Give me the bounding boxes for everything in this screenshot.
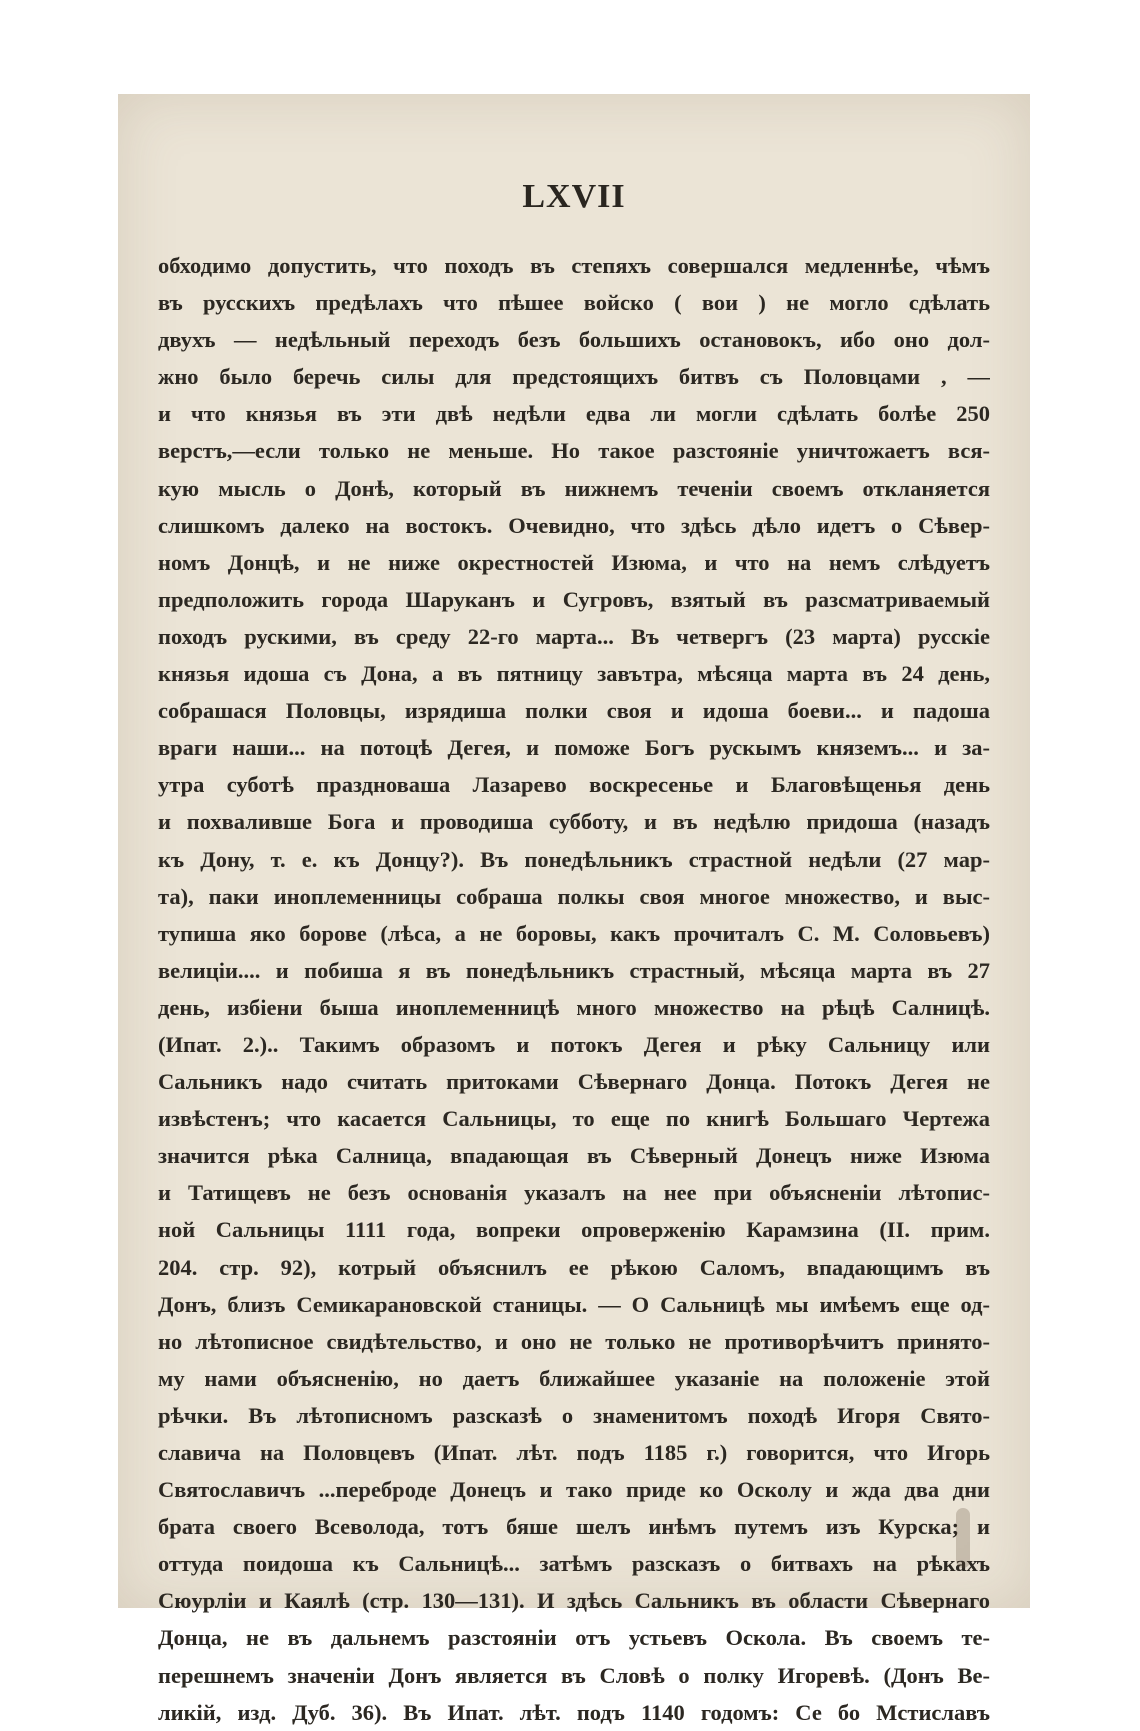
text-line: брата своего Всеволода, тотъ бяше шелъ инѣмъ путемъ изъ Курска; и	[158, 1514, 990, 1540]
text-line: перешнемъ значеніи Донъ является въ Словѣ о полку Игоревѣ. (Донъ Ве-	[158, 1662, 990, 1688]
text-line: кую мысль о Донѣ, который въ нижнемъ теченіи своемъ откланяется	[158, 475, 990, 501]
text-line: извѣстенъ; что касается Сальницы, то еще по книгѣ Большаго Чертежа	[158, 1106, 990, 1132]
text-line: номъ Донцѣ, и не ниже окрестностей Изюма, и что на немъ слѣдуетъ	[158, 549, 990, 575]
text-line: слишкомъ далеко на востокъ. Очевидно, что здѣсь дѣло идетъ о Сѣвер-	[158, 512, 990, 538]
text-line: двухъ — недѣльный переходъ безъ большихъ остановокъ, ибо оно дол-	[158, 327, 990, 353]
text-line: утра суботѣ праздноваша Лазарево воскресенье и Благовѣщенья день	[158, 772, 990, 798]
text-line: походъ рускими, въ среду 22-го марта... Въ четвергъ (23 марта) русскіе	[158, 623, 990, 649]
text-line: и похваливше Бога и проводиша субботу, и въ недѣлю придоша (назадъ	[158, 809, 990, 835]
text-line: Донъ, близъ Семикарановской станицы. — О Сальницѣ мы имѣемъ еще од-	[158, 1291, 990, 1317]
page-number: LXVII	[522, 178, 626, 215]
text-line: въ русскихъ предѣлахъ что пѣшее войско ( вои ) не могло сдѣлать	[158, 290, 990, 316]
text-line: день, избіени быша иноплеменницѣ много множество на рѣцѣ Салницѣ.	[158, 994, 990, 1020]
text-line: Сюурліи и Каялѣ (стр. 130—131). И здѣсь Сальникъ въ области Сѣвернаго	[158, 1588, 990, 1614]
text-line: оттуда поидоша къ Сальницѣ... затѣмъ разсказъ о битвахъ на рѣкахъ	[158, 1551, 990, 1577]
text-line: обходимо допустить, что походъ въ степяхъ совершался медленнѣе, чѣмъ	[158, 253, 990, 278]
page-scan	[118, 94, 1030, 1725]
text-line: князья идоша съ Дона, а въ пятницу завътра, мѣсяца марта въ 24 день,	[158, 661, 990, 687]
text-line: Донца, не въ дальнемъ разстояніи отъ устьевъ Оскола. Въ своемъ те-	[158, 1625, 990, 1651]
text-line: значится рѣка Салница, впадающая въ Сѣверный Донецъ ниже Изюма	[158, 1143, 990, 1169]
text-line: Сальникъ надо считать притоками Сѣвернаго Донца. Потокъ Дегея не	[158, 1069, 990, 1095]
text-line: (Ипат. 2.).. Такимъ образомъ и потокъ Дегея и рѣку Сальницу или	[158, 1031, 990, 1057]
text-line: му нами объясненію, но даетъ ближайшее указаніе на положеніе этой	[158, 1365, 990, 1391]
text-line: ной Сальницы 1111 года, вопреки опроверженію Карамзина (II. прим.	[158, 1217, 990, 1243]
text-line: рѣчки. Въ лѣтописномъ разсказѣ о знаменитомъ походѣ Игоря Свято-	[158, 1402, 990, 1428]
text-line: и что князья въ эти двѣ недѣли едва ли могли сдѣлать болѣе 250	[158, 401, 990, 427]
text-line: 204. стр. 92), котрый объяснилъ ее рѣкою Саломъ, впадающимъ въ	[158, 1254, 990, 1280]
text-line: жно было беречь силы для предстоящихъ битвъ съ Половцами , —	[158, 364, 990, 390]
text-line: собрашася Половцы, изрядиша полки своя и идоша боеви... и падоша	[158, 698, 990, 724]
scan-smudge	[956, 1508, 970, 1568]
text-line: ликій, изд. Дуб. 36). Въ Ипат. лѣт. подъ 1140 годомъ: Се бо Мстиславъ	[158, 1699, 990, 1725]
text-line: тупиша яко борове (лѣса, а не боровы, какъ прочиталъ С. М. Соловьевъ)	[158, 920, 990, 946]
text-line: верстъ,—если только не меньше. Но такое разстояніе уничтожаетъ вся-	[158, 438, 990, 464]
text-line: предположить города Шаруканъ и Сугровъ, взятый въ разсматриваемый	[158, 586, 990, 612]
text-line: и Татищевъ не безъ основанія указалъ на нее при объясненіи лѣтопис-	[158, 1180, 990, 1206]
text-line: Святославичъ ...переброде Донецъ и тако приде ко Осколу и жда два дни	[158, 1477, 990, 1503]
text-line: та), паки иноплеменницы собраша полкы своя многое множество, и выс-	[158, 883, 990, 909]
text-line: славича на Половцевъ (Ипат. лѣт. подъ 1185 г.) говорится, что Игорь	[158, 1440, 990, 1465]
body-text	[158, 247, 990, 1731]
text-line: къ Дону, т. е. къ Донцу?). Въ понедѣльникъ страстной недѣли (27 мар-	[158, 846, 990, 872]
text-line: велиціи.... и побиша я въ понедѣльникъ страстный, мѣсяца марта въ 27	[158, 957, 990, 983]
text-line: враги наши... на потоцѣ Дегея, и поможе Богъ рускымъ княземъ... и за-	[158, 735, 990, 761]
text-line: но лѣтописное свидѣтельство, и оно не только не противорѣчитъ принято-	[158, 1328, 990, 1354]
